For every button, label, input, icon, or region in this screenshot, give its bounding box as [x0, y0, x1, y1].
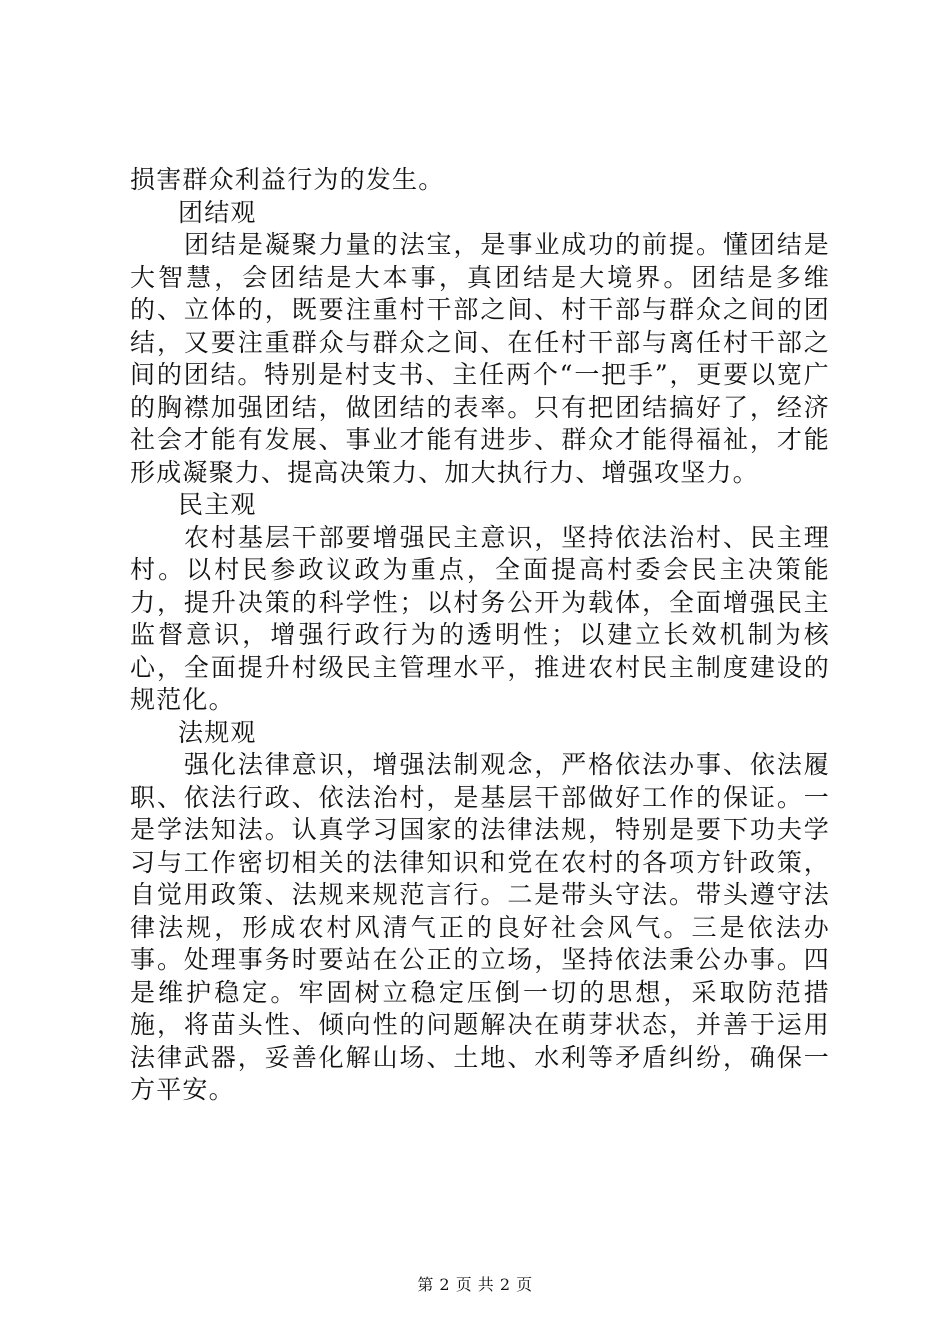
body-paragraph-unity: 团结是凝聚力量的法宝，是事业成功的前提。懂团结是大智慧，会团结是大本事，真团结是大境界。团结是多维的、立体的，既要注重村干部之间、村干部与群众之间的团结，又要注重群众与群众之间、在任村干部与离任村干部之间的团结。特别是村支书、主任两个“一把手”，更要以宽广的胸襟加强团结，做团结的表率。只有把团结搞好了，经济社会才能有发展、事业才能有进步、群众才能得福祉，才能形成凝聚力、提高决策力、加大执行力、增强攻坚力。	[130, 230, 830, 487]
document-body	[130, 164, 830, 1107]
section-heading-unity: 团结观	[178, 197, 257, 227]
page-footer: 第 2 页 共 2 页	[417, 1275, 533, 1294]
body-paragraph-democracy: 农村基层干部要增强民主意识，坚持依法治村、民主理村。以村民参政议政为重点，全面提高村委会民主决策能力，提升决策的科学性；以村务公开为载体，全面增强民主监督意识，增强行政行为的透明性；以建立长效机制为核心，全面提升村级民主管理水平，推进农村民主制度建设的规范化。	[130, 522, 830, 714]
body-paragraph-law: 强化法律意识，增强法制观念，严格依法办事、依法履职、依法行政、依法治村，是基层干部做好工作的保证。一是学法知法。认真学习国家的法律法规，特别是要下功夫学习与工作密切相关的法律知识和党在农村的各项方针政策，自觉用政策、法规来规范言行。二是带头守法。带头遵守法律法规，形成农村风清气正的良好社会风气。三是依法办事。处理事务时要站在公正的立场，坚持依法秉公办事。四是维护稳定。牢固树立稳定压倒一切的思想，采取防范措施，将苗头性、倾向性的问题解决在萌芽状态，并善于运用法律武器，妥善化解山场、土地、水利等矛盾纠纷，确保一方平安。	[130, 750, 830, 1104]
section-heading-democracy: 民主观	[178, 490, 257, 519]
continuation-paragraph: 损害群众利益行为的发生。	[130, 165, 445, 194]
section-heading-law: 法规观	[178, 717, 257, 747]
